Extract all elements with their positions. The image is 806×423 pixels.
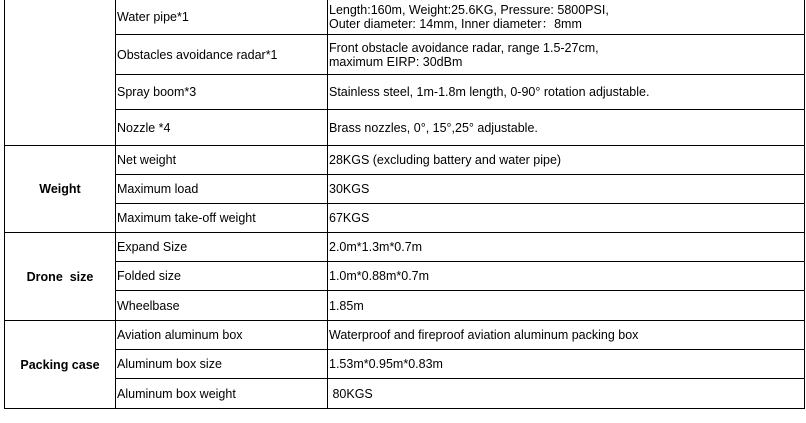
spec-value: 1.0m*0.88m*0.7m	[328, 262, 805, 291]
table-row	[5, 204, 805, 233]
category-cell	[5, 0, 116, 146]
table-row	[5, 35, 805, 75]
table-row	[5, 291, 805, 321]
table-row	[5, 110, 805, 146]
table-row	[5, 75, 805, 110]
spec-table	[4, 0, 805, 409]
spec-value: Brass nozzles, 0°, 15°,25° adjustable.	[328, 110, 805, 146]
spec-key: Maximum load	[116, 175, 328, 204]
spec-value-line: maximum EIRP: 30dBm	[329, 54, 463, 69]
spec-value: 2.0m*1.3m*0.7m	[328, 233, 805, 262]
spec-value-line: Outer diameter: 14mm, Inner diameter：8mm	[329, 16, 582, 31]
table-row	[5, 321, 805, 350]
spec-value: 80KGS	[328, 379, 805, 409]
spec-value	[328, 0, 805, 35]
spec-value-line: Length:160m, Weight:25.6KG, Pressure: 5800PSI,	[329, 2, 609, 17]
category-cell: Drone size	[5, 233, 116, 321]
category-cell: Weight	[5, 146, 116, 233]
spec-value: 30KGS	[328, 175, 805, 204]
spec-value: 1.85m	[328, 291, 805, 321]
table-row	[5, 146, 805, 175]
spec-key: Net weight	[116, 146, 328, 175]
spec-value-line: Front obstacle avoidance radar, range 1.5-27cm,	[329, 40, 599, 55]
spec-value: Stainless steel, 1m-1.8m length, 0-90° rotation adjustable.	[328, 75, 805, 110]
spec-key: Aluminum box weight	[116, 379, 328, 409]
spec-value	[328, 35, 805, 75]
table-row	[5, 350, 805, 379]
category-cell: Packing case	[5, 321, 116, 409]
spec-value: 67KGS	[328, 204, 805, 233]
spec-key: Wheelbase	[116, 291, 328, 321]
spec-key: Nozzle *4	[116, 110, 328, 146]
table-row	[5, 379, 805, 409]
spec-value: 28KGS (excluding battery and water pipe)	[328, 146, 805, 175]
spec-key: Obstacles avoidance radar*1	[116, 35, 328, 75]
spec-key: Water pipe*1	[116, 0, 328, 35]
spec-value: 1.53m*0.95m*0.83m	[328, 350, 805, 379]
table-row	[5, 262, 805, 291]
table-row	[5, 175, 805, 204]
spec-value: Waterproof and fireproof aviation aluminum packing box	[328, 321, 805, 350]
spec-key: Maximum take-off weight	[116, 204, 328, 233]
spec-key: Expand Size	[116, 233, 328, 262]
table-row	[5, 0, 805, 35]
spec-key: Aluminum box size	[116, 350, 328, 379]
spec-key: Folded size	[116, 262, 328, 291]
spec-key: Aviation aluminum box	[116, 321, 328, 350]
spec-key: Spray boom*3	[116, 75, 328, 110]
table-row	[5, 233, 805, 262]
